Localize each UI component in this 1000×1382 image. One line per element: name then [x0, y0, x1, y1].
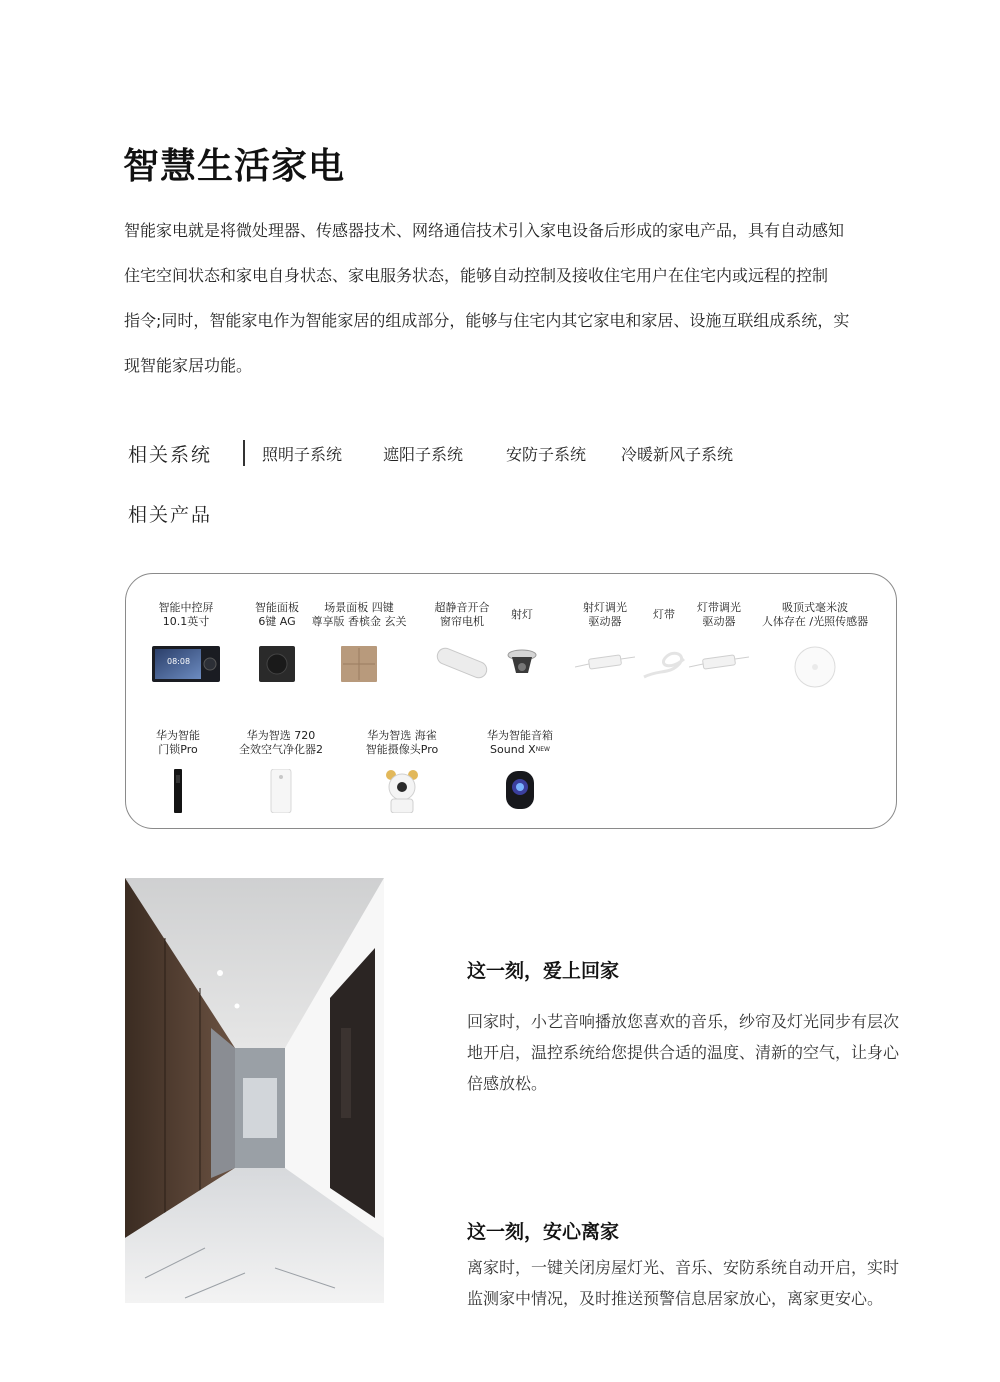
- product-control-screen[interactable]: [138, 601, 234, 691]
- ceiling-sensor-icon: [793, 645, 837, 689]
- intro-line: 智能家电就是将微处理器、传感器技术、网络通信技术引入家电设备后形成的家电产品，具有自动感知: [124, 221, 845, 240]
- product-strip-driver[interactable]: [676, 601, 762, 691]
- section-line: 回家时，小艺音响播放您喜欢的音乐，纱帘及灯光同步有层次: [467, 1012, 900, 1031]
- product-name: 华为智选 720: [246, 729, 316, 742]
- product-spec: [474, 743, 566, 757]
- product-name: 吸顶式毫米波: [782, 601, 848, 614]
- product-name: 华为智能: [156, 729, 200, 742]
- product-spec: 10.1英寸: [162, 615, 210, 628]
- intro-line: 指令;同时，智能家电作为智能家居的组成部分，能够与住宅内其它家电和家居、设施互联组成系统，实: [124, 311, 850, 330]
- product-spec: 智能摄像头Pro: [365, 743, 439, 756]
- product-spec: 驱动器: [588, 615, 622, 628]
- speaker-icon: [502, 769, 538, 811]
- new-badge: NEW: [535, 746, 550, 753]
- strip-driver-icon: [689, 651, 749, 675]
- product-ceiling-sensor[interactable]: [756, 601, 874, 691]
- product-smart-panel[interactable]: [236, 601, 318, 691]
- panel-icon: [258, 645, 296, 683]
- system-item-shading[interactable]: 遮阳子系统: [383, 445, 464, 464]
- product-name: 华为智能音箱: [487, 729, 553, 742]
- intro-line: 现智能家居功能。: [124, 356, 253, 375]
- product-spec-text: Sound X: [490, 743, 536, 756]
- product-name: 场景面板 四键: [324, 601, 394, 614]
- product-spec: 窗帘电机: [440, 615, 484, 628]
- product-spec: 人体存在 /光照传感器: [761, 615, 869, 628]
- product-spec: 全效空气净化器2: [239, 743, 323, 756]
- section-heading-leave: 这一刻，安心离家: [467, 1221, 620, 1243]
- intro-line: 住宅空间状态和家电自身状态、家电服务状态，能够自动控制及接收住宅用户在住宅内或远程的控制: [124, 266, 829, 285]
- product-name: 智能中控屏: [158, 601, 214, 614]
- system-item-hvac[interactable]: 冷暖新风子系统: [621, 445, 734, 464]
- system-item-security[interactable]: 安防子系统: [506, 445, 587, 464]
- camera-icon: [383, 767, 421, 813]
- page-title: 智慧生活家电: [123, 146, 346, 187]
- product-camera[interactable]: [352, 729, 452, 819]
- product-name: 灯带调光: [697, 601, 741, 614]
- section-text-home: [467, 1006, 937, 1099]
- product-name: 射灯: [511, 608, 533, 621]
- product-spec: 尊享版 香槟金 玄关: [311, 615, 407, 628]
- related-systems-label: 相关系统: [128, 444, 213, 466]
- system-item-lighting[interactable]: 照明子系统: [262, 445, 343, 464]
- product-scene-panel[interactable]: [309, 601, 409, 691]
- section-line: 监测家中情况，及时推送预警信息居家放心，离家更安心。: [467, 1289, 884, 1308]
- spotlight-icon: [504, 645, 540, 681]
- door-lock-icon: [171, 769, 185, 813]
- section-line: 地开启，温控系统给您提供合适的温度、清新的空气，让身心: [467, 1043, 900, 1062]
- section-line: 离家时，一键关闭房屋灯光、音乐、安防系统自动开启，实时: [467, 1258, 900, 1277]
- product-spotlight[interactable]: [492, 601, 552, 691]
- product-air-purifier[interactable]: [231, 729, 331, 819]
- product-spec: 6键 AG: [258, 615, 296, 628]
- product-name: 华为智选 海雀: [367, 729, 437, 742]
- hallway-image: [125, 878, 384, 1303]
- control-screen-icon: [152, 646, 220, 682]
- product-panel: [125, 573, 897, 829]
- product-name: 超静音开合: [434, 601, 490, 614]
- section-line: 倍感放松。: [467, 1074, 548, 1093]
- product-speaker[interactable]: [474, 729, 566, 819]
- product-name: 智能面板: [255, 601, 299, 614]
- product-door-lock[interactable]: [138, 729, 218, 819]
- section-text-leave: [467, 1252, 937, 1314]
- spotlight-driver-icon: [575, 651, 635, 675]
- curtain-motor-icon: [434, 643, 490, 683]
- product-name: 灯带: [653, 608, 675, 621]
- product-spec: 门锁Pro: [158, 743, 198, 756]
- product-spec: 驱动器: [702, 615, 736, 628]
- scene-panel-icon: [340, 645, 378, 683]
- intro-paragraph: [124, 208, 884, 388]
- section-heading-home: 这一刻，爱上回家: [467, 960, 620, 982]
- divider: [243, 440, 245, 466]
- related-products-label: 相关产品: [128, 504, 213, 526]
- product-name: 射灯调光: [583, 601, 627, 614]
- hallway-photo: [125, 878, 384, 1303]
- air-purifier-icon: [269, 769, 293, 813]
- screen-time: 08:08: [167, 657, 191, 666]
